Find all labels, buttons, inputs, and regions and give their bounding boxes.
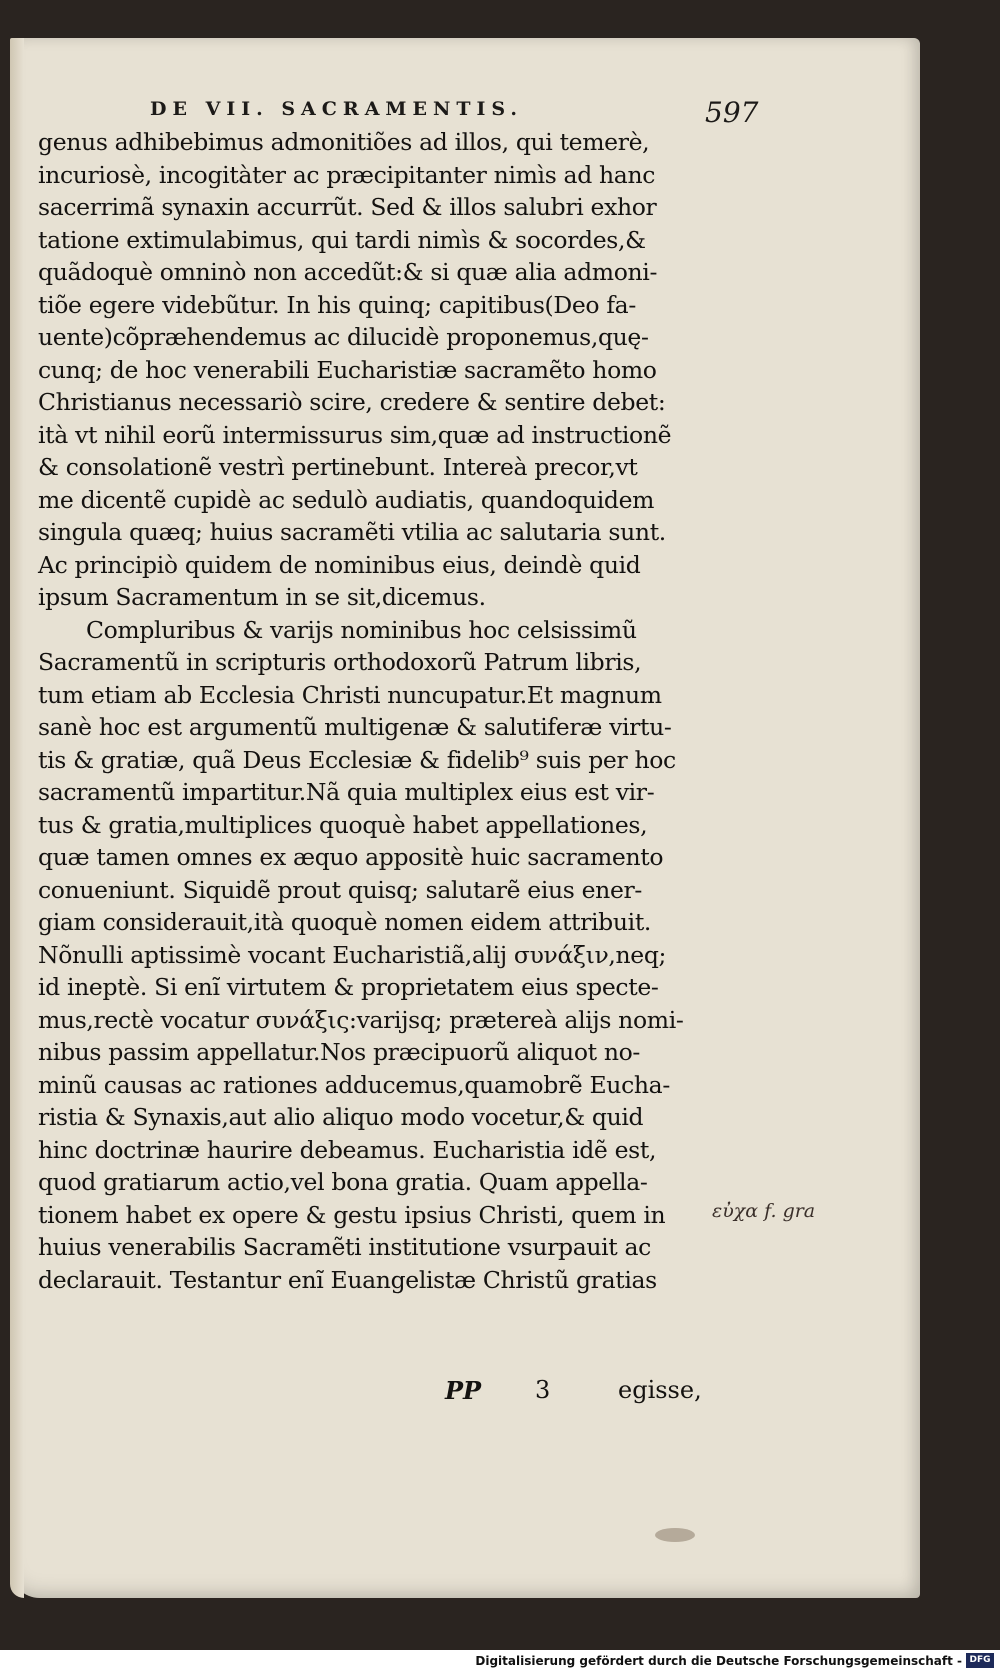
footer-bar (0, 1650, 1000, 1673)
text-line: mus,rectè vocatur συνάξις:varijsq; prætereà alijs nomi- (38, 1005, 684, 1034)
text-line: Sacramentũ in scripturis orthodoxorũ Patrum libris, (38, 648, 642, 676)
text-line: giam considerauit,ità quoquè nomen eidem attribuit. (38, 908, 652, 936)
text-line: id ineptè. Si enĩ virtutem & proprietatem eius specte- (38, 973, 659, 1001)
text-line: minũ causas ac rationes adducemus,quamobrẽ Eucha- (38, 1070, 670, 1099)
running-head: DE VII. SACRAMENTIS. (150, 98, 524, 120)
text-line: ità vt nihil eorũ intermissurus sim,quæ ad instructionẽ (38, 420, 672, 449)
signature-mark: PP (445, 1376, 482, 1405)
text-line: quãdoquè omninò non accedũt:& si quæ alia admoni- (38, 258, 658, 286)
text-line: me dicentẽ cupidè ac sedulò audiatis, quandoquidem (38, 485, 655, 514)
text-line: uente)cõpræhendemus ac dilucidè proponemus,quę- (38, 323, 649, 351)
text-line: hinc doctrinæ haurire debeamus. Eucharistia idẽ est, (38, 1135, 657, 1164)
text-line: tus & gratia,multiplices quoquè habet appellationes, (38, 810, 648, 839)
text-line: Compluribus & varijs nominibus hoc celsissimũ (86, 615, 637, 644)
text-line: Christianus necessariò scire, credere & sentire debet: (38, 388, 666, 416)
text-line: genus adhibebimus admonitiões ad illos, qui temerè, (38, 128, 650, 156)
signature-number: 3 (535, 1376, 551, 1404)
text-line: tionem habet ex opere & gestu ipsius Christi, quem in (38, 1200, 666, 1229)
text-line: conueniunt. Siquidẽ prout quisq; salutarẽ eius ener- (38, 875, 642, 904)
text-line: & consolationẽ vestrì pertinebunt. Intereà precor,vt (38, 453, 638, 481)
text-line: tum etiam ab Ecclesia Christi nuncupatur.Et magnum (38, 680, 662, 709)
page-number: 597 (705, 96, 759, 129)
dfg-logo: DFG (966, 1653, 994, 1668)
text-line: tiõe egere videbũtur. In his quinq; capitibus(Deo fa- (38, 290, 636, 319)
page-gutter-shadow (10, 38, 24, 1598)
text-line: huius venerabilis Sacramẽti institutione vsurpauit ac (38, 1233, 651, 1261)
funding-credit: Digitalisierung gefördert durch die Deutsche Forschungsgemeinschaft - (475, 1654, 962, 1668)
text-line: quæ tamen omnes ex æquo appositè huic sacramento (38, 843, 664, 871)
text-line: sacerrimã synaxin accurrũt. Sed & illos salubri exhor (38, 193, 657, 221)
text-line: tis & gratiæ, quã Deus Ecclesiæ & fidelib⁹ suis per hoc (38, 745, 676, 774)
body-text (38, 126, 714, 1296)
text-line: ristia & Synaxis,aut alio aliquo modo vocetur,& quid (38, 1103, 644, 1131)
catchline (400, 1376, 720, 1410)
text-line: sanè hoc est argumentũ multigenæ & salutiferæ virtu- (38, 713, 672, 741)
text-line: nibus passim appellatur.Nos præcipuorũ aliquot no- (38, 1038, 641, 1066)
text-line: cunq; de hoc venerabili Eucharistiæ sacramẽto homo (38, 355, 657, 384)
text-line: incuriosè, incogitàter ac præcipitanter nimìs ad hanc (38, 160, 656, 189)
text-line: Ac principiò quidem de nominibus eius, deindè quid (38, 550, 641, 579)
catchword: egisse, (618, 1376, 702, 1404)
marginal-note: εὐχα f. gra (712, 1200, 816, 1222)
text-line: tatione extimulabimus, qui tardi nimìs & socordes,& (38, 225, 646, 254)
text-line: sacramentũ impartitur.Nã quia multiplex eius est vir- (38, 778, 655, 806)
text-line: singula quæq; huius sacramẽti vtilia ac salutaria sunt. (38, 518, 666, 546)
ink-stain (655, 1528, 695, 1542)
text-line: quod gratiarum actio,vel bona gratia. Quam appella- (38, 1168, 648, 1196)
text-line: Nõnulli aptissimè vocant Eucharistiã,alij συνάξιν,neq; (38, 940, 667, 969)
text-line: declarauit. Testantur enĩ Euangelistæ Christũ gratias (38, 1265, 657, 1294)
text-line: ipsum Sacramentum in se sit,dicemus. (38, 583, 486, 611)
